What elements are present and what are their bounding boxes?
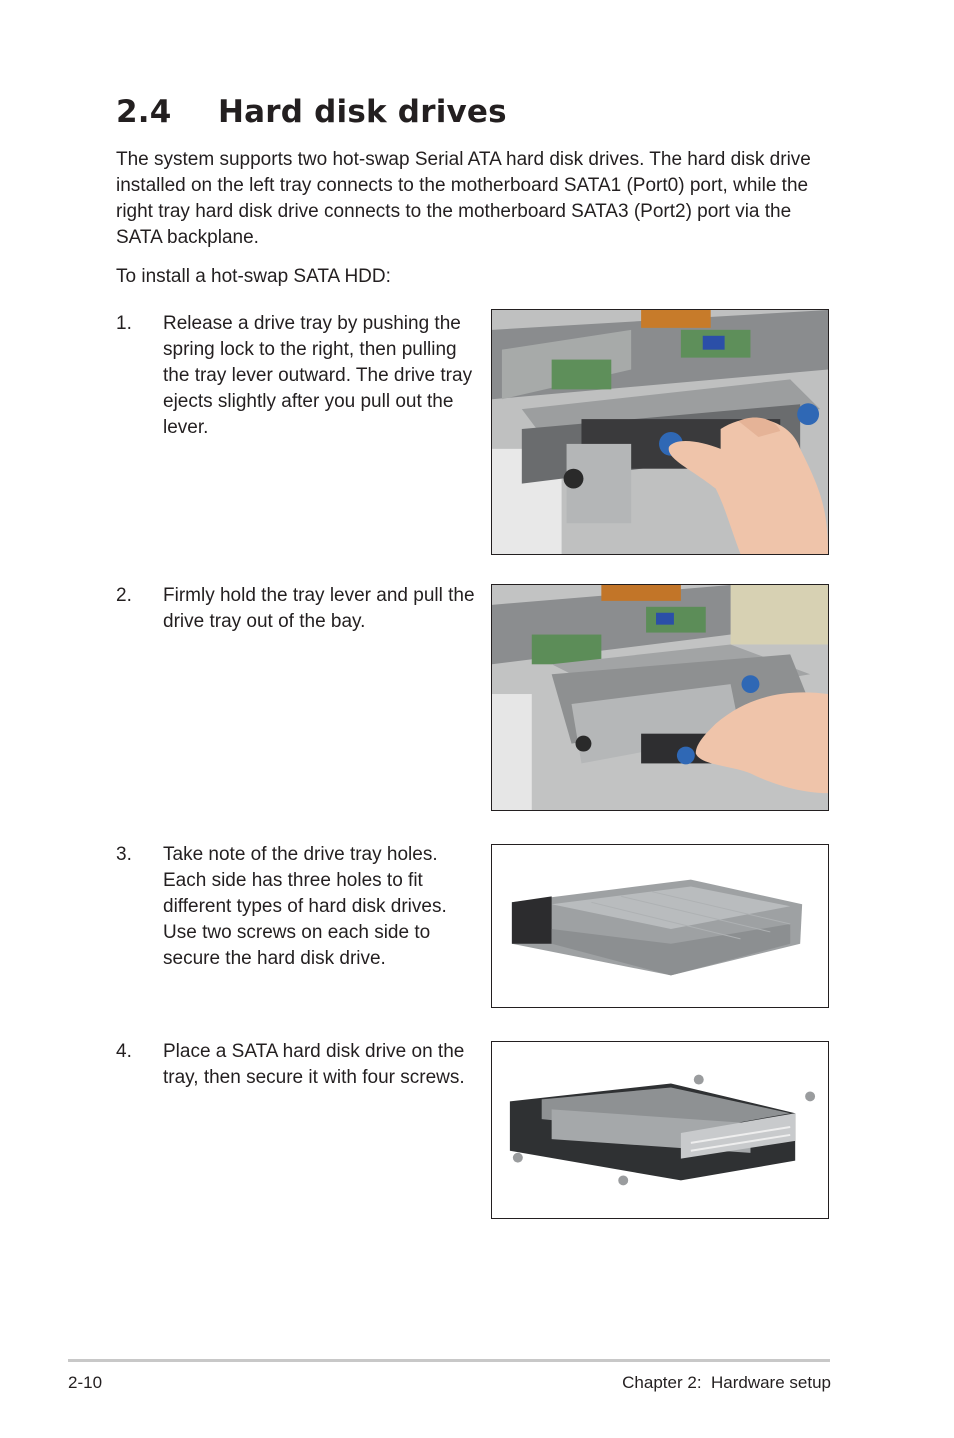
step-2 (116, 583, 476, 635)
photo-pull-drive-tray-illustration (492, 585, 828, 810)
photo-drive-on-tray-with-screws (491, 1041, 829, 1219)
photo-empty-drive-tray (491, 844, 829, 1008)
step-text: Firmly hold the tray lever and pull the drive tray out of the bay. (163, 585, 475, 632)
step-3 (116, 842, 476, 972)
photo-drive-on-tray-illustration (492, 1042, 828, 1218)
install-lead-in: To install a hot-swap SATA HDD: (116, 266, 391, 287)
step-number: 3. (116, 844, 132, 865)
chapter-title: Chapter 2: Hardware setup (622, 1373, 831, 1392)
step-4 (116, 1039, 476, 1091)
step-text: Take note of the drive tray holes. Each side has three holes to fit different types of hard disk drives. Use two screws on each side to secure the hard disk drive. (163, 844, 447, 969)
step-number: 2. (116, 585, 132, 606)
section-title: Hard disk drives (218, 94, 507, 130)
footer-divider (68, 1359, 830, 1362)
photo-pull-drive-tray (491, 584, 829, 811)
page-number: 2-10 (68, 1373, 103, 1392)
step-number: 1. (116, 313, 132, 334)
step-1 (116, 311, 476, 441)
photo-empty-drive-tray-illustration (492, 845, 828, 1007)
section-heading (116, 92, 507, 132)
photo-release-drive-tray-illustration (492, 310, 828, 554)
step-text: Place a SATA hard disk drive on the tray, then secure it with four screws. (163, 1041, 465, 1088)
intro-paragraph: The system supports two hot-swap Serial ATA hard disk drives. The hard disk drive installed on the left tray connects to the motherboard SATA1 (Port0) port, while the right tray hard disk drive connects to the motherboard SATA3 (Port2) port via the SATA backplane. (116, 149, 811, 248)
section-number: 2.4 (116, 94, 172, 130)
photo-release-drive-tray (491, 309, 829, 555)
step-text: Release a drive tray by pushing the spring lock to the right, then pulling the tray lever outward. The drive tray ejects slightly after you pull out the lever. (163, 313, 473, 438)
step-number: 4. (116, 1041, 132, 1062)
